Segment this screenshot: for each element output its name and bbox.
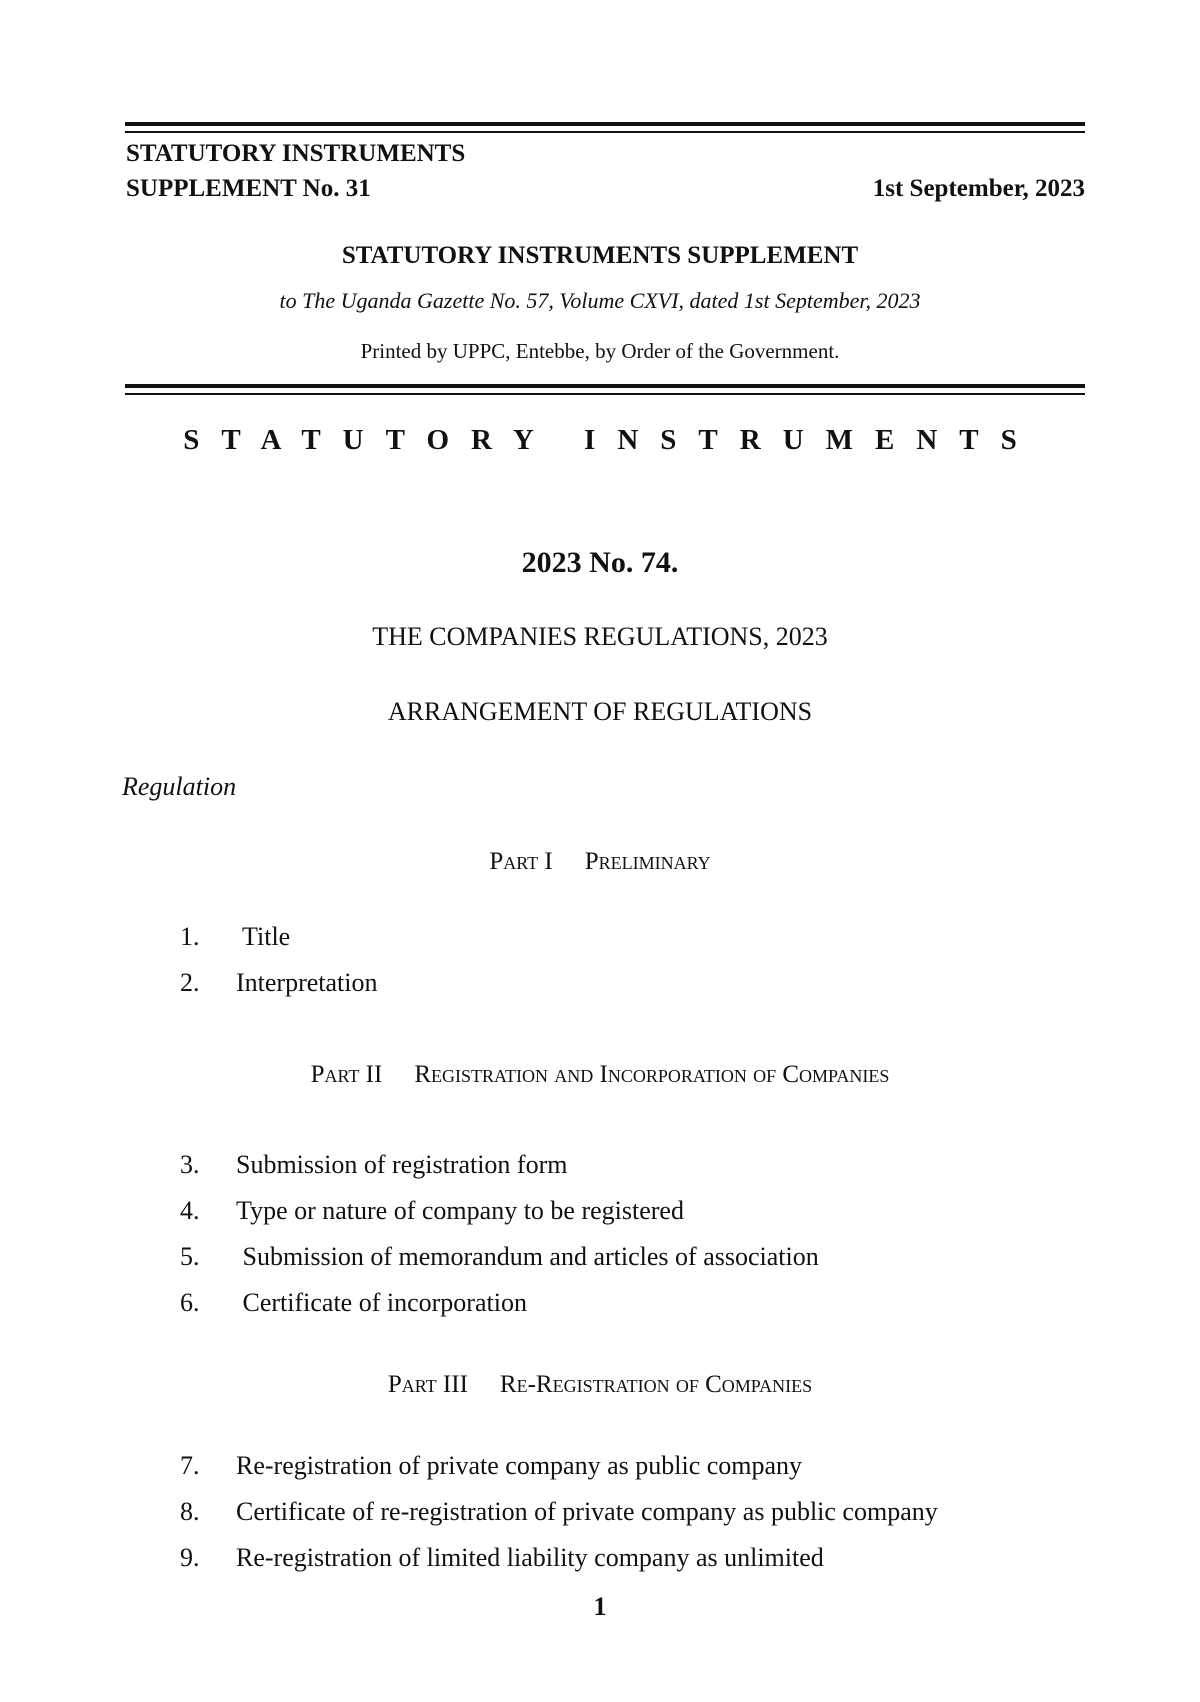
instrument-title: THE COMPANIES REGULATIONS, 2023 xyxy=(372,622,828,651)
item-number: 9. xyxy=(180,1543,200,1572)
part-2-title: Registration and Incorporation of Companies xyxy=(414,1061,890,1088)
item-number: 5. xyxy=(180,1242,200,1271)
item-text: Title xyxy=(236,922,291,951)
item-number: 7. xyxy=(180,1451,200,1480)
list-item xyxy=(180,1196,684,1226)
arrangement-heading: ARRANGEMENT OF REGULATIONS xyxy=(387,697,813,726)
item-number: 8. xyxy=(180,1497,200,1526)
item-text: Certificate of incorporation xyxy=(236,1288,527,1317)
item-number: 2. xyxy=(180,968,200,997)
part-1-label: Part I xyxy=(489,848,553,875)
item-number: 6. xyxy=(180,1288,200,1317)
item-text: Type or nature of company to be registered xyxy=(236,1196,684,1225)
header-date: 1st September, 2023 xyxy=(872,175,1085,202)
item-number: 4. xyxy=(180,1196,200,1225)
part-3-heading xyxy=(0,1371,1200,1399)
item-number: 1. xyxy=(180,922,200,951)
item-text: Submission of memorandum and articles of association xyxy=(236,1242,819,1271)
item-text: Submission of registration form xyxy=(236,1150,568,1179)
part-3-label: Part III xyxy=(387,1371,468,1398)
page-number: 1 xyxy=(593,1592,607,1621)
list-item xyxy=(180,1451,802,1481)
part-1-title: Preliminary xyxy=(584,848,711,875)
supplement-title: STATUTORY INSTRUMENTS SUPPLEMENT xyxy=(341,242,859,269)
item-number: 3. xyxy=(180,1150,200,1179)
part-2-label: Part II xyxy=(310,1061,383,1088)
regulation-column-label: Regulation xyxy=(122,772,237,801)
instrument-number: 2023 No. 74. xyxy=(521,546,679,579)
item-text: Re-registration of limited liability company as unlimited xyxy=(236,1543,824,1572)
list-item xyxy=(180,968,378,998)
printed-by: Printed by UPPC, Entebbe, by Order of the Government. xyxy=(360,339,840,363)
list-item xyxy=(180,1497,938,1527)
statutory-instruments-banner: STATUTORY INSTRUMENTS xyxy=(183,424,1039,456)
item-text: Interpretation xyxy=(236,968,378,997)
supplement-subtitle: to The Uganda Gazette No. 57, Volume CXVI, dated 1st September, 2023 xyxy=(279,288,921,313)
list-item xyxy=(180,1242,819,1272)
header-line-2: SUPPLEMENT No. 31 xyxy=(126,175,371,202)
item-text: Re-registration of private company as public company xyxy=(236,1451,803,1480)
top-double-rule xyxy=(125,122,1085,133)
header-line-1: STATUTORY INSTRUMENTS xyxy=(126,140,466,167)
list-item xyxy=(180,1150,567,1180)
part-1-heading xyxy=(0,848,1200,876)
list-item xyxy=(180,1543,824,1573)
item-text: Certificate of re-registration of private company as public company xyxy=(236,1497,938,1526)
list-item xyxy=(180,1288,527,1318)
part-3-title: Re-Registration of Companies xyxy=(499,1371,813,1398)
list-item xyxy=(180,922,290,952)
middle-double-rule xyxy=(125,384,1085,395)
part-2-heading xyxy=(0,1061,1200,1089)
